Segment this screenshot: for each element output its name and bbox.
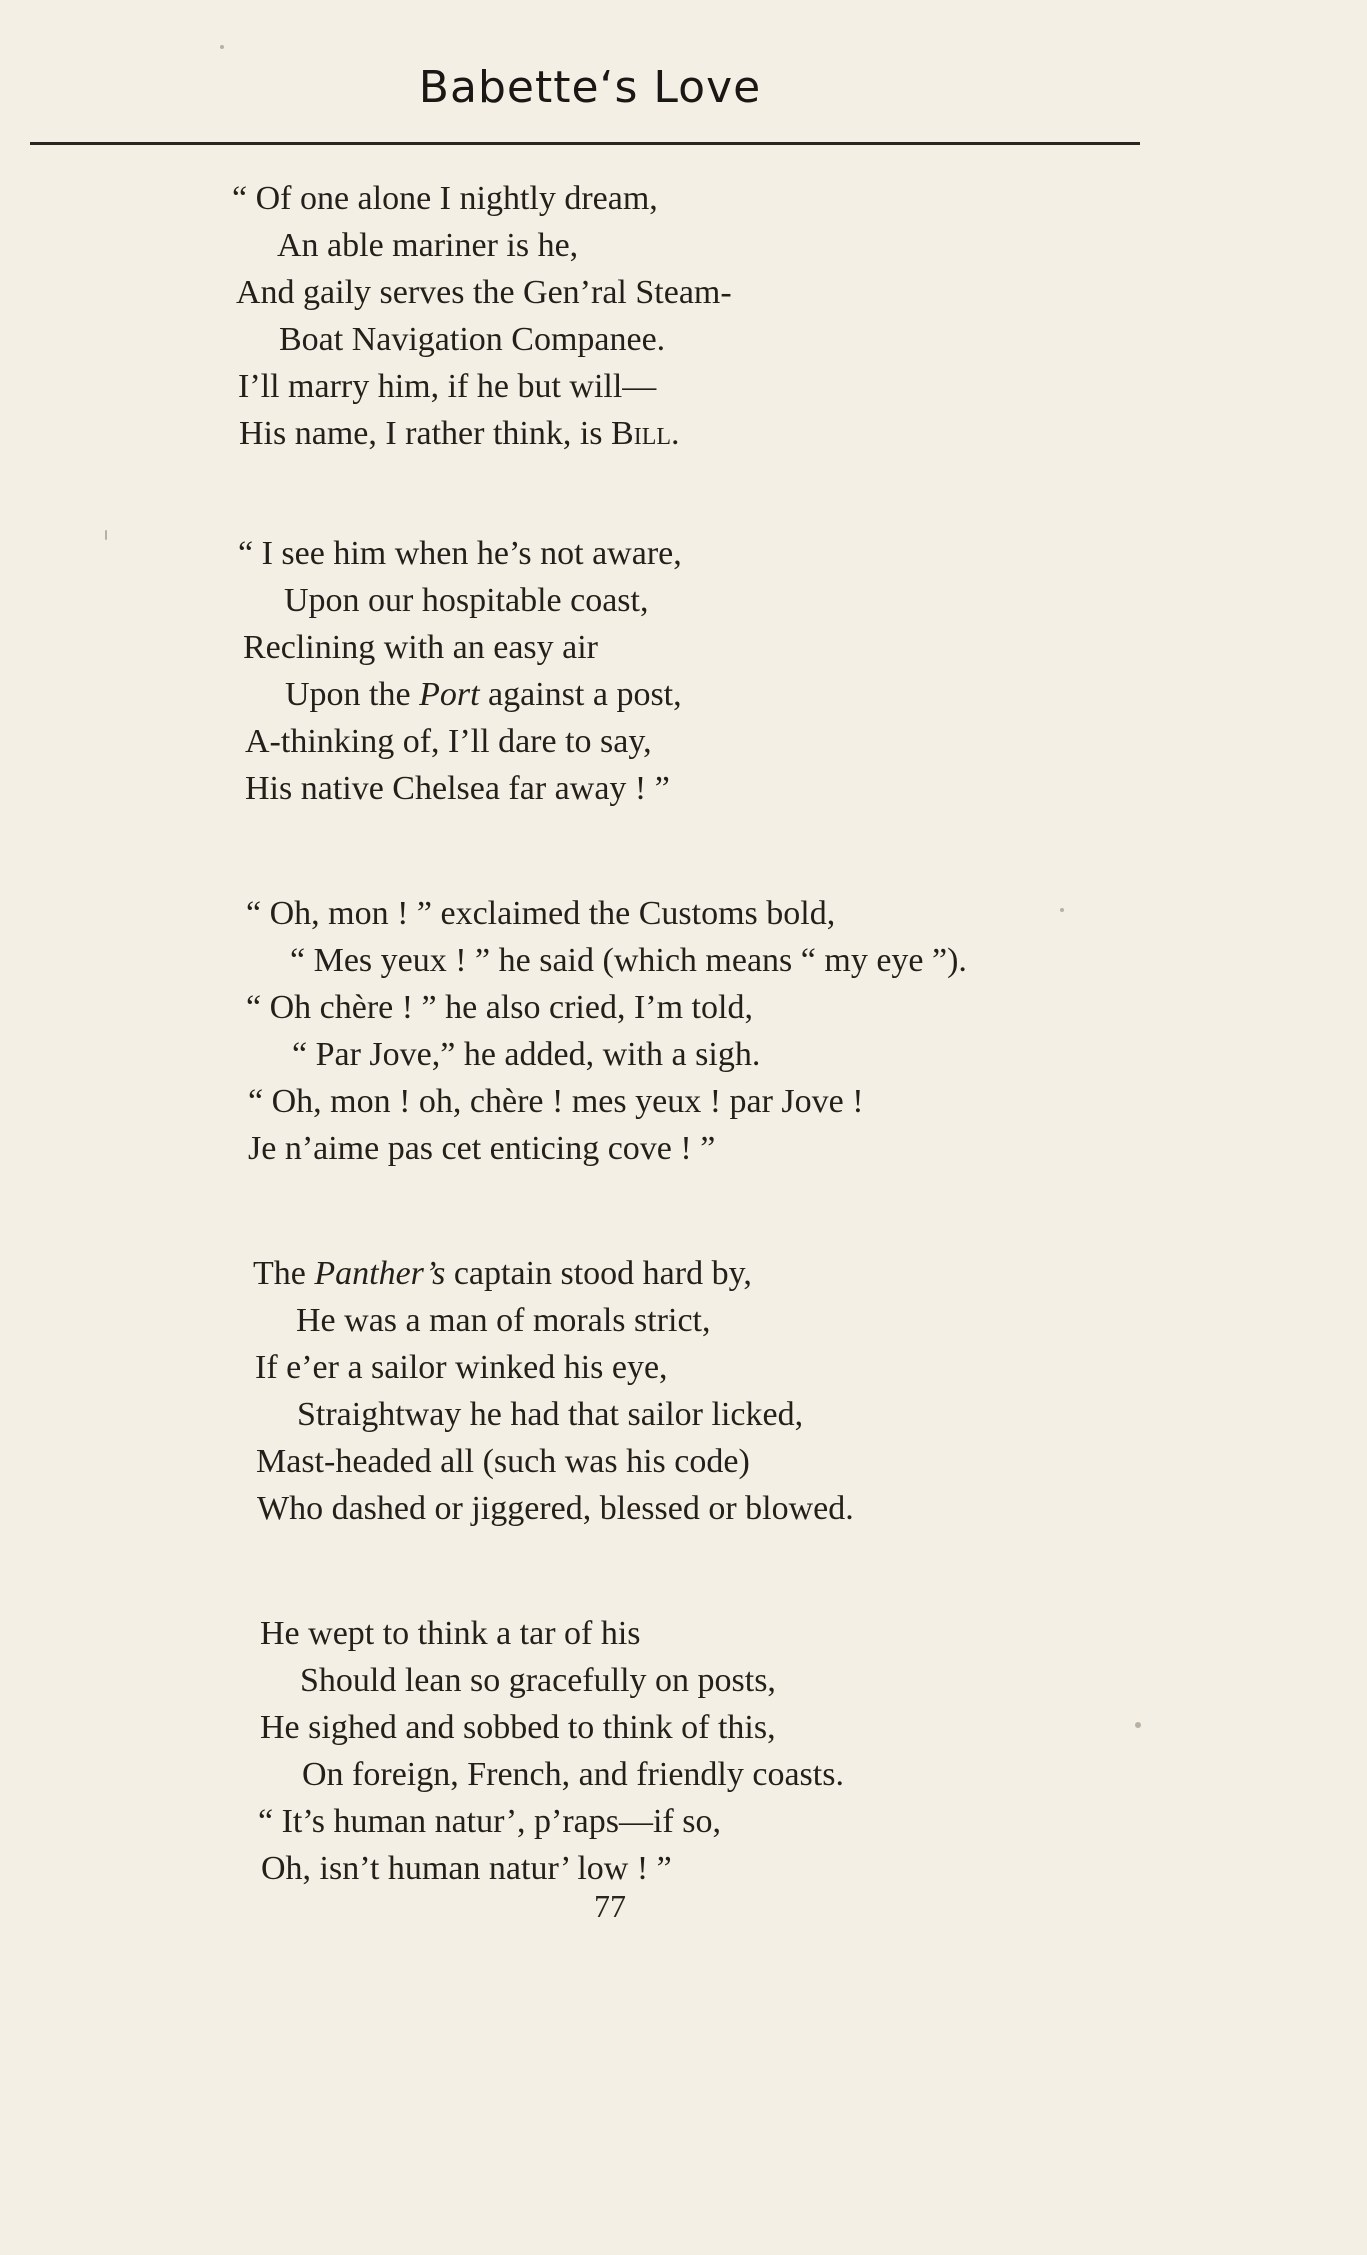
verse-line: An able mariner is he, (277, 227, 579, 264)
ship-name-italic: Port (419, 676, 480, 713)
verse-line: I’ll marry him, if he but will— (238, 368, 657, 405)
verse-line: A-thinking of, I’ll dare to say, (245, 723, 652, 760)
verse-line-text: against a post, (479, 676, 682, 713)
stanza-3 (0, 890, 1250, 1172)
paper-speck (105, 530, 107, 540)
running-head: Babette‘s Love (418, 62, 762, 113)
verse-line: “ Oh chère ! ” he also cried, I’m told, (246, 989, 753, 1026)
verse-line: Straightway he had that sailor licked, (297, 1396, 804, 1433)
verse-line: “ I see him when he’s not aware, (238, 535, 682, 572)
verse-line: On foreign, French, and friendly coasts. (302, 1756, 844, 1793)
verse-line-text: The (253, 1255, 315, 1292)
verse-line: Reclining with an easy air (243, 629, 599, 666)
verse-line: Should lean so gracefully on posts, (300, 1662, 776, 1699)
name-small-caps: Bill. (611, 415, 680, 452)
verse-line: “ Of one alone I nightly dream, (232, 180, 658, 217)
verse-line: He wept to think a tar of his (260, 1615, 641, 1652)
verse-line: Boat Navigation Companee. (279, 321, 666, 358)
verse-line-text: Upon the (285, 676, 420, 713)
verse-line (253, 1250, 1367, 1297)
verse-line: And gaily serves the Gen’ral Steam- (236, 274, 732, 311)
verse-line (285, 671, 1367, 718)
verse-line: “ Oh, mon ! oh, chère ! mes yeux ! par Jove ! (248, 1083, 864, 1120)
verse-line: Who dashed or jiggered, blessed or blowed. (257, 1490, 854, 1527)
verse-line: “ Mes yeux ! ” he said (which means “ my eye ”). (290, 942, 967, 979)
stanza-4 (0, 1250, 1250, 1532)
verse-line: His native Chelsea far away ! ” (245, 770, 670, 807)
verse-line: “ Par Jove,” he added, with a sigh. (292, 1036, 761, 1073)
verse-line: Oh, isn’t human natur’ low ! ” (261, 1850, 672, 1887)
stanza-5 (0, 1610, 1250, 1892)
verse-line-text: His name, I rather think, is (239, 415, 612, 452)
verse-line (239, 410, 1367, 457)
stanza-1 (0, 175, 1250, 457)
verse-line: Upon our hospitable coast, (284, 582, 649, 619)
stanza-2 (0, 530, 1250, 812)
verse-line: He was a man of morals strict, (296, 1302, 711, 1339)
paper-speck (1135, 1722, 1141, 1728)
verse-line: “ Oh, mon ! ” exclaimed the Customs bold, (246, 895, 836, 932)
verse-line: Je n’aime pas cet enticing cove ! ” (248, 1130, 716, 1167)
page-number: 77 (594, 1888, 626, 1924)
header-rule (30, 142, 1140, 145)
paper-speck (220, 45, 224, 49)
verse-line: He sighed and sobbed to think of this, (260, 1709, 776, 1746)
verse-line: Mast-headed all (such was his code) (256, 1443, 750, 1480)
verse-line: If e’er a sailor winked his eye, (255, 1349, 668, 1386)
verse-line: “ It’s human natur’, p’raps—if so, (258, 1803, 721, 1840)
paper-speck (1060, 908, 1064, 912)
verse-line-text: captain stood hard by, (445, 1255, 752, 1292)
ship-name-italic: Panther’s (314, 1255, 446, 1292)
